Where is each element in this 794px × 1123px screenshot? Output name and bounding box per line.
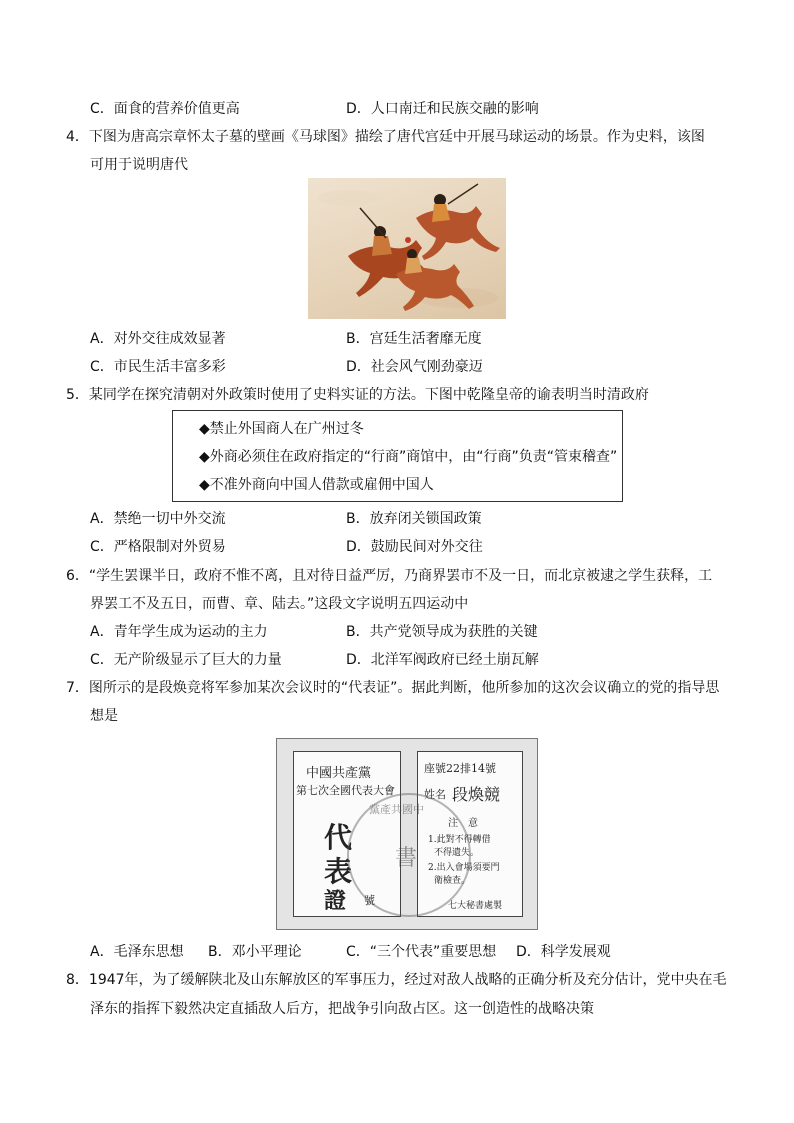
q5-stem-line1: 5．某同学在探究清朝对外政策时使用了史料实证的方法。下图中乾隆皇帝的谕表明当时清政府	[66, 387, 649, 403]
representative-credential-image	[276, 738, 538, 930]
edict-item-2: ◆外商必须住在政府指定的“行商”商馆中，由“行商”负责“管束稽查”	[199, 449, 618, 465]
credential-notice-1b: 不得遺失。	[434, 848, 480, 858]
horse-rider-1	[416, 194, 500, 260]
q5-option-d[interactable]: D．鼓励民间对外交往	[346, 539, 483, 555]
q7-option-a[interactable]: A．毛泽东思想	[90, 944, 184, 960]
q6-option-a[interactable]: A．青年学生成为运动的主力	[90, 624, 268, 640]
q8-stem-line2: 泽东的指挥下毅然决定直插敌人后方，把战争引向敌占区。这一创造性的战略决策	[90, 1001, 594, 1017]
q7-stem-line1: 7．图所示的是段焕竞将军参加某次会议时的“代表证”。据此判断，他所参加的这次会议确立的党的指导思	[66, 680, 720, 696]
qianlong-edict-box	[172, 410, 623, 502]
credential-issuer: 七大秘書處製	[448, 901, 503, 911]
q4-option-c[interactable]: C．市民生活丰富多彩	[90, 359, 226, 375]
credential-number-label: 號	[364, 894, 375, 907]
credential-notice-2: 2.出入會場須要門	[428, 863, 500, 873]
credential-notice-1: 1.此對不得轉借	[428, 835, 491, 845]
q7-option-d[interactable]: D．科学发展观	[516, 944, 611, 960]
q8-stem-line1: 8．1947年，为了缓解陕北及山东解放区的军事压力，经过对敌人战略的正确分析及充分估计，党中央在毛	[66, 972, 727, 988]
q6-stem-line1: 6．“学生罢课半日，政府不惟不离，且对待日益严厉，乃商界罢市不及一日，而北京被逮之学生获释，工	[66, 568, 713, 584]
credential-seal-text: 黨產共國中	[369, 803, 424, 816]
edict-item-3: ◆不准外商向中国人借款或雇佣中国人	[199, 477, 434, 493]
q4-option-b[interactable]: B．宫廷生活奢靡无度	[346, 331, 482, 347]
q4-option-a[interactable]: A．对外交往成效显著	[90, 331, 226, 347]
credential-holder-name: 段煥競	[452, 785, 501, 804]
q6-option-b[interactable]: B．共产党领导成为获胜的关键	[346, 624, 538, 640]
q4-option-d[interactable]: D．社会风气刚劲豪迈	[346, 359, 483, 375]
q3-option-c[interactable]: C．面食的营养价值更高	[90, 101, 240, 117]
q4-stem-line2: 可用于说明唐代	[90, 157, 188, 173]
credential-char-3: 證	[324, 888, 347, 914]
credential-seat-number: 座號22排14號	[424, 762, 496, 775]
q7-stem-line2: 想是	[90, 708, 118, 724]
edict-item-1: ◆禁止外国商人在广州过冬	[199, 421, 364, 437]
credential-name-label: 姓名	[424, 788, 446, 801]
q7-option-b[interactable]: B．邓小平理论	[208, 944, 302, 960]
credential-party-name: 中國共產黨	[306, 766, 372, 781]
q4-stem-line1: 4．下图为唐高宗章怀太子墓的壁画《马球图》描绘了唐代宫廷中开展马球运动的场景。作为史料，该图	[66, 129, 705, 145]
credential-seal-char: 書	[395, 846, 418, 871]
credential-congress-name: 第七次全國代表大會	[296, 784, 395, 797]
q6-option-c[interactable]: C．无产阶级显示了巨大的力量	[90, 652, 282, 668]
q5-option-b[interactable]: B．放弃闭关锁国政策	[346, 511, 482, 527]
credential-char-2: 表	[324, 855, 353, 888]
credential-char-1: 代	[324, 821, 353, 854]
polo-painting-illustration	[308, 178, 506, 319]
q5-option-a[interactable]: A．禁绝一切中外交流	[90, 511, 226, 527]
q6-option-d[interactable]: D．北洋军阀政府已经土崩瓦解	[346, 652, 539, 668]
q3-option-d[interactable]: D．人口南迁和民族交融的影响	[346, 101, 539, 117]
q5-option-c[interactable]: C．严格限制对外贸易	[90, 539, 226, 555]
q7-option-c[interactable]: C．“三个代表”重要思想	[346, 944, 497, 960]
polo-mural-image	[308, 178, 506, 319]
credential-notice-2b: 衛檢查。	[434, 876, 471, 886]
q6-stem-line2: 界罢工不及五日，而曹、章、陆去。”这段文字说明五四运动中	[90, 596, 469, 612]
credential-notice-title: 注 意	[448, 818, 478, 829]
